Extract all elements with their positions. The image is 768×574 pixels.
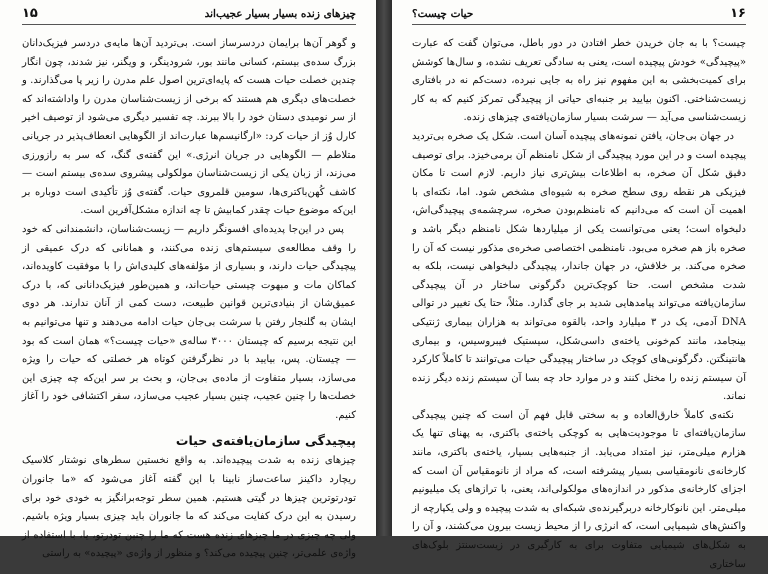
left-page	[0, 0, 376, 560]
running-title: چیزهای زنده بسیار بسیار عجیب‌اند	[204, 7, 356, 20]
paragraph: نکته‌ی کاملاً خارق‌العاده و به سختی قابل فهم آن است که چنین پیچیدگی سازمان‌یافته‌ای تا موجودیت‌هایی به کوچکی یاخته‌ی باکتری، به پهنای تنها یک هزارم میلی‌متر، نیز امتداد می‌یابد. از جنبه‌هایی بسیار، یاخته‌ی باکتری، مانند کارخانه‌ی نانومقیاسی بسیار پیشرفته است، که مراد از نانومقیاس آن است که اجزای کارخانه‌ی مذکور در اندازه‌های مولکولی‌اند، یعنی، با ترازهای یک میلیونیم میلی‌متر. این نانوکارخانه دربرگیرنده‌ی شبکه‌ای به شدت پیچیده و ولی یکپارچه از واکنش‌های شیمیایی است، که انرژی را از محیط زیست بیرون می‌کشند، و آن را به شکل‌های شیمیایی متفاوت برای به کارگیری در زیست‌سنتز بلوک‌های ساختاری	[412, 409, 746, 570]
paragraph: و گوهر آن‌ها برایمان دردسرساز است. بی‌تردید آن‌ها مایه‌ی دردسر فیزیک‌دانان بزرگ سده‌ی بیستم، کسانی مانند بور، شرودینگر، و ویگنر، نیز شدند، چون انگار چندین خصلت حیات هست که پایه‌ای‌ترین اصول علم مدرن را زیر پا می‌گذارند. و خصلت‌های دیگری هم هستند که برخی از زیست‌شناسان مدرن را واداشته‌اند که از سر نومیدی دستان خود را بالا ببرند. چه تفسیر دیگری می‌شود از توصیف اخیر کارل وُز از حیات کرد: «ارگانیسم‌ها عبارت‌اند از الگوهایی انعطاف‌پذیر در جریانی متلاطم — الگوهایی در جریان انرژی.» این گفته‌ی گنگ، که سر به رازورزی می‌زند، از زبان یکی از زیست‌شناسان مولکولی پیشروی سده‌ی بیستم است — کاشف کُهن‌باکتری‌ها، سومین قلمروی حیات. گفته‌ی وُز تأکیدی است دوباره بر این‌که موضوع حیات چقدر کمابیش تا چه اندازه مشکل‌آفرین است.	[22, 38, 356, 217]
paragraph: چیزهای زنده به شدت پیچیده‌اند. به واقع نخستین سطرهای نوشتار کلاسیک ریچارد داکینز ساعت‌ساز نابینا با این گفته آغاز می‌شود که «ما جانوران تودرتوترین چیزها در گیتی هستیم. همین سطر توجه‌برانگیز به خودی خود برای رسیدن به این درک کفایت می‌کند که ما جانوران باید چیزی بسیار ویژه باشیم. ولی چه چیزی در ما چیزهای زنده هست که ما را چنین تودرتو، یا، با استفاده از واژه‌ی علمی‌تر، چنین پیچیده می‌کند؟ و منظور از واژه‌ی «پیچیده» به راستی	[22, 455, 356, 560]
paragraph: در جهان بی‌جان، یافتن نمونه‌های پیچیده آسان است. شکل یک صخره بی‌تردید پیچیده است و در این مورد پیچیدگی از شکل نامنظم آن برمی‌خیزد. برای توصیف دقیق شکل آن صخره، به اطلاعات بیش‌تری نیاز داریم. لازم است تا مکان فیزیکی هر نقطه روی سطح صخره به شیوه‌ای مشخص شود. اما، نکته‌ای با اهمیت آن است که می‌دانیم که نامنظم‌بودن صخره، سرچشمه‌ی پیچیدگی‌اش، دلبخواه است؛ یعنی می‌توانست یکی از میلیاردها شکل نامنظم دیگر باشد و صخره باز هم صخره می‌بود. نامنظمی اختصاصی صخره‌ی مذکور نیست که آن را صخره می‌کند. بر خلافش، در جهان جاندار، پیچیدگی دلبخواهی نیست، بلکه به شدت مشخص است. حتا کوچک‌ترین دگرگونی ساختار در آن پیچیدگی سازمان‌یافته می‌تواند پیامدهایی شدید بر جای گذارد. مثلاً، حتا یک تغییر در توالی DNA آدمی، یک در ۳ میلیارد واحد، بالقوه می‌تواند به هزاران بیماری ژنتیکی بینجامد، مانند کم‌خونی یاخته‌ی داسی‌شکل، سیستیک فیبروسیس، و بیماری هانتینگتن. دگرگونی‌های کوچک در ساختار پیچیدگی حیات می‌توانند تا کاملاً کارکرد آن سیستم زنده را مختل کنند و در موارد حاد چه بسا آن سیستم زنده دیگر زنده نماند.	[412, 130, 746, 403]
book-spine	[376, 0, 392, 536]
section-heading: پیچیدگی سازمان‌یافته‌ی حیات	[175, 433, 356, 449]
right-page-header	[412, 6, 746, 25]
running-title: حیات چیست؟	[412, 7, 474, 20]
right-page	[392, 0, 768, 570]
left-page-header	[22, 6, 356, 25]
paragraph: پس در این‌جا پدیده‌ای افسونگر داریم — زیست‌شناسان، دانشمندانی که خود را وقف مطالعه‌ی سیستم‌های زنده می‌کنند، و همانانی که درک عمیقی از پیچیدگی حیات دارند، و بسیاری از مؤلفه‌های کلیدی‌اش را با موفقیت کاویده‌اند، کماکان مات و مبهوت چیستی حیات‌اند، و همین‌طور فیزیک‌دانانی که، با درک عمیق‌شان از بنیادی‌ترین قوانین طبیعت، دست کمی از آنان ندارند. هر دوی ایشان به گلنجار رفتن با سرشت بی‌جان حیات ادامه می‌دهند و تنها می‌توانیم به این نتیجه برسیم که چیستان ۳۰۰۰ ساله‌ی «حیات چیست؟» همان است که بود — چیستان. پس، بیایید با در نظرگرفتن کوتاه هر خصلتی که حیات را ویژه می‌سازد، بسیار متفاوت از ماده‌ی بی‌جان، و بحث بر سر این‌که چه چیزی این خصلت‌ها را چنین عجیب، چنین بسیار عجیب می‌سازد، سفر اکتشافی خود را آغاز کنیم.	[22, 223, 356, 421]
page-number: ۱۶	[730, 6, 746, 21]
page-number: ۱۵	[22, 6, 38, 21]
paragraph: چیست؟ با به جان خریدن خطر افتادن در دور باطل، می‌توان گفت که عبارت «پیچیدگی» خودش پیچیده است، یعنی به سادگی تعریف نشده، و سال‌ها کوشش برای کمیت‌بخشی به این مفهوم نیز راه به جایی نبرده، دست‌کم نه در بافتاری زیست‌شناختی. اکنون بیایید بر جنبه‌ای حیاتی از پیچیدگی تمرکز کنیم که به کار زیست‌شناسی می‌آید — سرشت بسیار سازمان‌یافته‌ی چیزهای زنده.	[412, 38, 746, 124]
